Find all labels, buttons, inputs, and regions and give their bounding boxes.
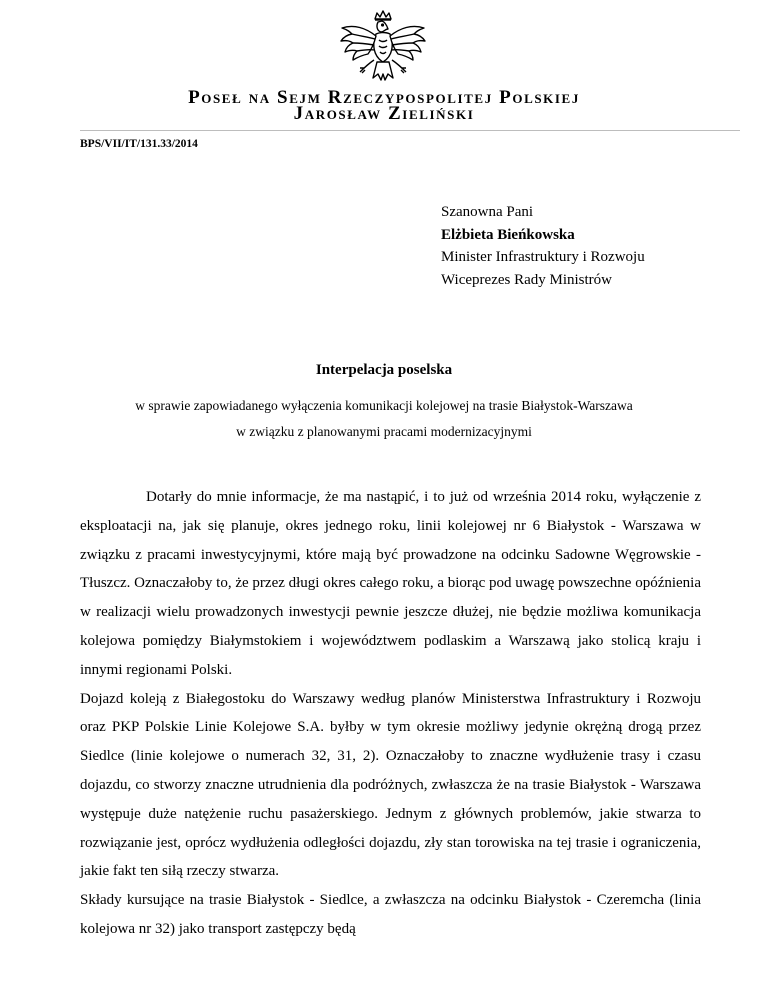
addressee-role-1: Minister Infrastruktury i Rozwoju (441, 249, 645, 265)
subject-line-2: w związku z planowanymi pracami modernizacyjnymi (236, 424, 532, 439)
header-title-line1: Poseł na Sejm Rzeczypospolitej Polskiej (188, 87, 580, 108)
body-paragraph-1: Dotarły do mnie informacje, że ma nastąpić, i to już od września 2014 roku, wyłączenie z eksploatacji na, jak się planuje, okres jednego roku, linii kolejowej nr 6 Białystok - Warszawa w związku z pracami inwestycyjnymi, które mają być prowadzone na odcinku Sadowne Węgrowskie - Tłuszcz. Oznaczałoby to, że przez długi okres całego roku, a biorąc pod uwagę powszechne opóźnienia w realizacji wielu prowadzonych inwestycji pewnie jeszcze dłużej, nie będzie możliwa komunikacja kolejowa pomiędzy Białymstokiem i województwem podlaskim a Warszawą jako stolicą kraju i innymi regionami Polski. (80, 489, 701, 678)
letter-body (80, 483, 701, 944)
addressee-role-2: Wiceprezes Rady Ministrów (441, 271, 613, 288)
addressee-block (441, 201, 645, 291)
addressee-salutation: Szanowna Pani (441, 204, 534, 220)
body-paragraph-2: Dojazd koleją z Białegostoku do Warszawy według planów Ministerstwa Infrastruktury i Rozwoju oraz PKP Polskie Linie Kolejowe S.A. byłby w tym okresie możliwy jedynie okrężną drogą przez Siedlce (linie kolejowe o numerach 32, 31, 2). Oznaczałoby to znaczne wydłużenie trasy i czasu dojazdu, co stworzy znaczne utrudnienia dla podróżnych, zwłaszcza że na trasie Białystok - Warszawa występuje duże natężenie ruchu pasażerskiego. Jednym z głównych problemów, jakie stwarza to rozwiązanie jest, oprócz wydłużenia odległości dojazdu, zły stan torowiska na tej trasie i ograniczenia, jakie fakt ten siłą rzeczy stwarza. (80, 690, 701, 880)
document-title: Interpelacja poselska (315, 362, 453, 378)
subject-line-1: w sprawie zapowiadanego wyłączenia komunikacji kolejowej na trasie Białystok-Warszawa (135, 398, 633, 413)
header-divider (80, 130, 740, 131)
addressee-name: Elżbieta Bieńkowska (441, 226, 575, 243)
reference-number: BPS/VII/IT/131.33/2014 (80, 138, 198, 150)
body-paragraph-3: Składy kursujące na trasie Białystok - Siedlce, a zwłaszcza na odcinku Białystok - Czeremcha (linia kolejowa nr 32) jako transport zastępczy będą (80, 892, 701, 937)
header-title-line2: Jarosław Zieliński (293, 103, 475, 124)
white-eagle-emblem-icon (338, 10, 428, 88)
